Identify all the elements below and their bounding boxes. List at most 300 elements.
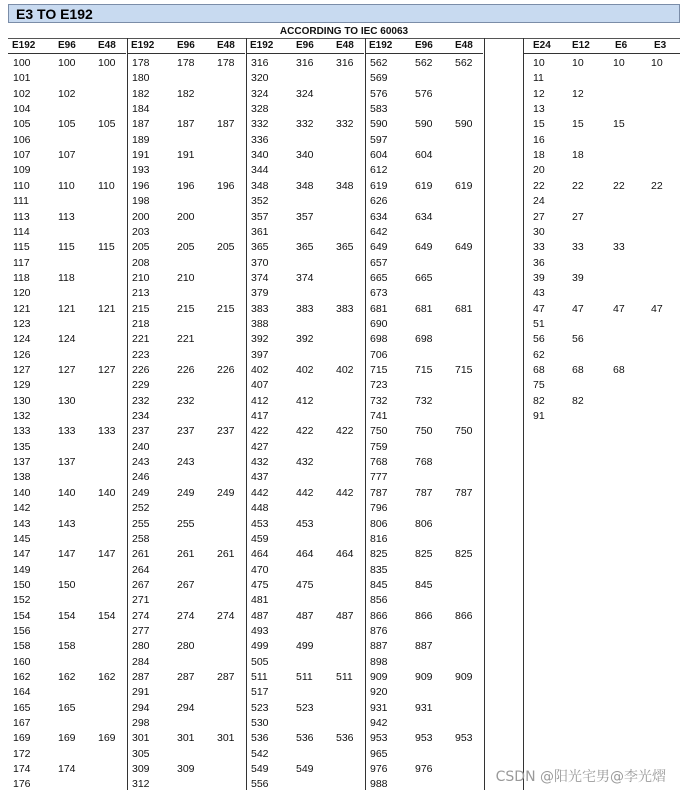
table-cell: 383 <box>296 302 314 315</box>
table-cell: 107 <box>13 149 31 162</box>
table-cell: 147 <box>13 548 31 561</box>
table-cell: 287 <box>177 671 195 683</box>
table-cell: 348 <box>336 179 354 192</box>
table-cell: 536 <box>336 732 354 745</box>
column-divider <box>365 38 366 790</box>
table-cell: 20 <box>533 164 545 177</box>
table-cell: 198 <box>132 195 150 208</box>
table-cell: 988 <box>370 778 388 791</box>
table-cell: 649 <box>370 241 388 254</box>
table-cell: 294 <box>132 701 150 714</box>
table-cell: 649 <box>415 241 433 254</box>
table-cell: 909 <box>455 671 473 683</box>
table-cell: 320 <box>251 72 269 85</box>
table-cell: 10 <box>651 57 663 69</box>
table-cell: 976 <box>370 763 388 776</box>
table-cell: 402 <box>296 364 314 376</box>
table-cell: 118 <box>13 271 30 284</box>
header-underline <box>8 53 126 54</box>
table-cell: 191 <box>132 149 150 162</box>
table-cell: 200 <box>177 210 195 223</box>
table-cell: 442 <box>296 486 314 499</box>
table-cell: 221 <box>177 333 195 346</box>
table-cell: 132 <box>13 410 31 423</box>
table-cell: 156 <box>13 624 31 637</box>
table-cell: 352 <box>251 195 269 208</box>
column-header: E96 <box>177 40 195 51</box>
table-cell: 909 <box>415 671 433 683</box>
table-cell: 402 <box>336 364 354 376</box>
table-cell: 165 <box>58 701 76 714</box>
table-cell: 232 <box>177 394 195 407</box>
table-cell: 267 <box>177 578 195 591</box>
table-cell: 517 <box>251 686 269 699</box>
table-cell: 167 <box>13 717 31 730</box>
table-cell: 33 <box>533 241 545 254</box>
table-cell: 407 <box>251 379 269 392</box>
table-cell: 562 <box>455 57 473 69</box>
table-cell: 249 <box>132 486 150 499</box>
table-cell: 777 <box>370 471 388 484</box>
column-header: E192 <box>131 40 155 51</box>
table-cell: 213 <box>132 287 150 300</box>
table-cell: 332 <box>251 118 269 131</box>
table-cell: 200 <box>132 210 150 223</box>
table-cell: 309 <box>177 763 195 776</box>
table-cell: 27 <box>572 210 584 223</box>
table-cell: 370 <box>251 256 269 269</box>
table-cell: 27 <box>533 210 545 223</box>
table-cell: 189 <box>132 133 150 146</box>
table-cell: 68 <box>533 364 545 376</box>
table-cell: 154 <box>13 609 31 622</box>
table-cell: 10 <box>613 57 625 69</box>
table-cell: 487 <box>251 609 269 622</box>
table-cell: 887 <box>415 640 433 653</box>
table-cell: 196 <box>132 179 150 192</box>
table-cell: 137 <box>58 456 76 469</box>
table-cell: 114 <box>13 225 30 238</box>
table-cell: 511 <box>336 671 353 683</box>
table-cell: 229 <box>132 379 150 392</box>
table-cell: 36 <box>533 256 545 269</box>
table-cell: 178 <box>177 57 195 69</box>
column-header: E12 <box>572 40 590 51</box>
table-cell: 511 <box>251 671 268 683</box>
table-cell: 226 <box>217 364 235 376</box>
table-cell: 105 <box>58 118 76 131</box>
table-cell: 249 <box>217 486 235 499</box>
table-cell: 619 <box>415 179 433 192</box>
table-cell: 284 <box>132 655 150 668</box>
table-cell: 22 <box>651 179 663 192</box>
table-cell: 205 <box>217 241 235 254</box>
table-cell: 274 <box>217 609 235 622</box>
table-cell: 164 <box>13 686 31 699</box>
table-cell: 301 <box>132 732 150 745</box>
table-cell: 255 <box>177 517 195 530</box>
table-cell: 787 <box>370 486 388 499</box>
table-cell: 536 <box>251 732 269 745</box>
table-cell: 249 <box>177 486 195 499</box>
table-cell: 301 <box>217 732 235 745</box>
table-cell: 953 <box>415 732 433 745</box>
table-cell: 120 <box>13 287 31 300</box>
table-cell: 215 <box>177 302 195 315</box>
table-cell: 118 <box>58 271 75 284</box>
table-cell: 255 <box>132 517 150 530</box>
table-cell: 24 <box>533 195 545 208</box>
table-cell: 12 <box>533 87 545 100</box>
table-cell: 690 <box>370 317 388 330</box>
table-cell: 140 <box>13 486 31 499</box>
table-cell: 383 <box>251 302 269 315</box>
table-cell: 336 <box>251 133 269 146</box>
column-header: E3 <box>654 40 667 51</box>
table-cell: 162 <box>13 671 31 683</box>
table-cell: 115 <box>13 241 30 254</box>
table-cell: 475 <box>296 578 314 591</box>
table-cell: 931 <box>415 701 433 714</box>
table-cell: 723 <box>370 379 388 392</box>
table-cell: 271 <box>132 594 150 607</box>
table-cell: 243 <box>177 456 195 469</box>
table-cell: 117 <box>13 256 30 269</box>
table-cell: 298 <box>132 717 150 730</box>
column-header: E192 <box>12 40 36 51</box>
table-cell: 100 <box>98 57 116 69</box>
table-cell: 109 <box>13 164 31 177</box>
table-cell: 261 <box>177 548 195 561</box>
table-cell: 102 <box>13 87 31 100</box>
table-cell: 68 <box>572 364 584 376</box>
table-cell: 301 <box>177 732 195 745</box>
table-cell: 642 <box>370 225 388 238</box>
table-cell: 210 <box>177 271 195 284</box>
table-cell: 16 <box>533 133 545 146</box>
table-cell: 825 <box>455 548 473 561</box>
table-cell: 845 <box>370 578 388 591</box>
table-cell: 140 <box>58 486 76 499</box>
table-cell: 357 <box>251 210 269 223</box>
table-cell: 39 <box>533 271 545 284</box>
table-cell: 160 <box>13 655 31 668</box>
table-cell: 856 <box>370 594 388 607</box>
table-cell: 634 <box>415 210 433 223</box>
table-cell: 10 <box>533 57 545 69</box>
table-cell: 649 <box>455 241 473 254</box>
table-cell: 221 <box>132 333 150 346</box>
table-cell: 130 <box>13 394 31 407</box>
table-cell: 196 <box>217 179 235 192</box>
table-cell: 110 <box>13 179 30 192</box>
table-cell: 576 <box>415 87 433 100</box>
table-cell: 549 <box>251 763 269 776</box>
table-cell: 392 <box>251 333 269 346</box>
table-cell: 56 <box>572 333 584 346</box>
table-cell: 741 <box>370 410 388 423</box>
table-cell: 121 <box>13 302 31 315</box>
table-cell: 267 <box>132 578 150 591</box>
column-divider <box>127 38 128 790</box>
table-cell: 787 <box>415 486 433 499</box>
table-cell: 768 <box>415 456 433 469</box>
table-cell: 115 <box>98 241 115 254</box>
column-header: E96 <box>415 40 433 51</box>
table-cell: 305 <box>132 747 150 760</box>
table-cell: 374 <box>296 271 314 284</box>
table-cell: 493 <box>251 624 269 637</box>
table-cell: 127 <box>98 364 116 376</box>
table-cell: 138 <box>13 471 31 484</box>
table-cell: 280 <box>132 640 150 653</box>
table-cell: 437 <box>251 471 269 484</box>
table-cell: 750 <box>415 425 433 438</box>
table-cell: 147 <box>98 548 116 561</box>
table-cell: 47 <box>613 302 625 315</box>
table-cell: 187 <box>177 118 195 131</box>
table-cell: 542 <box>251 747 269 760</box>
table-cell: 604 <box>415 149 433 162</box>
table-cell: 634 <box>370 210 388 223</box>
column-divider <box>523 38 524 790</box>
table-cell: 174 <box>13 763 31 776</box>
table-cell: 379 <box>251 287 269 300</box>
watermark: CSDN @阳光宅男@李光熠 <box>495 769 666 785</box>
table-cell: 909 <box>370 671 388 683</box>
table-cell: 152 <box>13 594 31 607</box>
table-cell: 154 <box>98 609 116 622</box>
table-cell: 464 <box>296 548 314 561</box>
table-cell: 205 <box>132 241 150 254</box>
table-cell: 499 <box>296 640 314 653</box>
table-cell: 47 <box>651 302 663 315</box>
table-cell: 816 <box>370 532 388 545</box>
table-cell: 759 <box>370 440 388 453</box>
table-cell: 196 <box>177 179 195 192</box>
table-cell: 133 <box>98 425 116 438</box>
table-cell: 422 <box>251 425 269 438</box>
column-header: E48 <box>336 40 354 51</box>
table-cell: 105 <box>13 118 31 131</box>
table-cell: 162 <box>98 671 116 683</box>
table-cell: 953 <box>370 732 388 745</box>
table-cell: 412 <box>251 394 269 407</box>
table-cell: 218 <box>132 317 150 330</box>
table-cell: 215 <box>217 302 235 315</box>
table-cell: 681 <box>370 302 388 315</box>
table-cell: 332 <box>296 118 314 131</box>
table-cell: 39 <box>572 271 584 284</box>
table-cell: 464 <box>336 548 354 561</box>
table-cell: 340 <box>296 149 314 162</box>
table-cell: 427 <box>251 440 269 453</box>
table-cell: 569 <box>370 72 388 85</box>
table-cell: 215 <box>132 302 150 315</box>
table-cell: 172 <box>13 747 31 760</box>
table-cell: 261 <box>132 548 150 561</box>
title-bar <box>8 4 680 23</box>
table-cell: 147 <box>58 548 76 561</box>
table-cell: 113 <box>13 210 30 223</box>
table-cell: 240 <box>132 440 150 453</box>
table-cell: 143 <box>58 517 76 530</box>
table-cell: 291 <box>132 686 150 699</box>
table-cell: 261 <box>217 548 235 561</box>
table-cell: 123 <box>13 317 31 330</box>
table-cell: 33 <box>572 241 584 254</box>
table-cell: 511 <box>296 671 313 683</box>
table-cell: 324 <box>296 87 314 100</box>
table-cell: 226 <box>132 364 150 376</box>
table-cell: 698 <box>415 333 433 346</box>
table-cell: 169 <box>58 732 76 745</box>
table-cell: 234 <box>132 410 150 423</box>
table-cell: 22 <box>572 179 584 192</box>
table-cell: 417 <box>251 410 269 423</box>
table-cell: 412 <box>296 394 314 407</box>
table-cell: 62 <box>533 348 545 361</box>
table-cell: 340 <box>251 149 269 162</box>
table-cell: 22 <box>613 179 625 192</box>
table-cell: 15 <box>572 118 584 131</box>
table-cell: 825 <box>370 548 388 561</box>
table-cell: 237 <box>217 425 235 438</box>
table-cell: 316 <box>296 57 314 69</box>
table-cell: 453 <box>251 517 269 530</box>
table-cell: 845 <box>415 578 433 591</box>
table-cell: 787 <box>455 486 473 499</box>
table-cell: 681 <box>415 302 433 315</box>
table-cell: 203 <box>132 225 150 238</box>
table-cell: 898 <box>370 655 388 668</box>
table-cell: 154 <box>58 609 76 622</box>
table-cell: 12 <box>572 87 584 100</box>
table-cell: 523 <box>251 701 269 714</box>
column-header: E6 <box>615 40 628 51</box>
column-header: E48 <box>98 40 116 51</box>
table-cell: 590 <box>415 118 433 131</box>
table-cell: 562 <box>415 57 433 69</box>
table-cell: 223 <box>132 348 150 361</box>
table-cell: 178 <box>217 57 235 69</box>
table-cell: 110 <box>58 179 75 192</box>
table-cell: 402 <box>251 364 269 376</box>
table-cell: 619 <box>455 179 473 192</box>
table-cell: 715 <box>415 364 433 376</box>
table-cell: 287 <box>217 671 235 683</box>
table-cell: 499 <box>251 640 269 653</box>
table-cell: 530 <box>251 717 269 730</box>
table-cell: 835 <box>370 563 388 576</box>
table-cell: 100 <box>58 57 76 69</box>
table-cell: 140 <box>98 486 116 499</box>
table-cell: 22 <box>533 179 545 192</box>
table-cell: 750 <box>370 425 388 438</box>
table-cell: 397 <box>251 348 269 361</box>
table-cell: 150 <box>58 578 76 591</box>
table-cell: 127 <box>58 364 76 376</box>
table-cell: 556 <box>251 778 269 791</box>
table-cell: 344 <box>251 164 269 177</box>
table-cell: 113 <box>58 210 75 223</box>
column-header: E192 <box>369 40 393 51</box>
table-cell: 142 <box>13 502 31 515</box>
table-cell: 180 <box>132 72 150 85</box>
table-cell: 374 <box>251 271 269 284</box>
table-cell: 604 <box>370 149 388 162</box>
table-cell: 135 <box>13 440 31 453</box>
table-cell: 13 <box>533 103 545 116</box>
table-cell: 121 <box>98 302 116 315</box>
table-cell: 309 <box>132 763 150 776</box>
column-divider <box>484 38 485 790</box>
table-cell: 348 <box>251 179 269 192</box>
table-cell: 562 <box>370 57 388 69</box>
table-cell: 392 <box>296 333 314 346</box>
table-cell: 505 <box>251 655 269 668</box>
table-cell: 165 <box>13 701 31 714</box>
table-cell: 732 <box>415 394 433 407</box>
table-cell: 111 <box>13 195 29 208</box>
table-cell: 357 <box>296 210 314 223</box>
table-cell: 43 <box>533 287 545 300</box>
table-cell: 328 <box>251 103 269 116</box>
table-cell: 15 <box>533 118 545 131</box>
table-cell: 205 <box>177 241 195 254</box>
page-title: E3 TO E192 <box>16 6 93 22</box>
table-cell: 252 <box>132 502 150 515</box>
table-cell: 237 <box>177 425 195 438</box>
table-cell: 258 <box>132 532 150 545</box>
table-cell: 673 <box>370 287 388 300</box>
table-cell: 47 <box>572 302 584 315</box>
table-cell: 158 <box>58 640 76 653</box>
table-cell: 18 <box>572 149 584 162</box>
table-cell: 657 <box>370 256 388 269</box>
table-cell: 942 <box>370 717 388 730</box>
table-cell: 768 <box>370 456 388 469</box>
header-underline <box>246 53 364 54</box>
table-cell: 130 <box>58 394 76 407</box>
table-cell: 448 <box>251 502 269 515</box>
table-cell: 806 <box>370 517 388 530</box>
table-subtitle: ACCORDING TO IEC 60063 <box>279 26 409 37</box>
table-cell: 237 <box>132 425 150 438</box>
table-cell: 715 <box>370 364 388 376</box>
table-cell: 106 <box>13 133 31 146</box>
table-cell: 182 <box>132 87 150 100</box>
table-cell: 626 <box>370 195 388 208</box>
table-cell: 481 <box>251 594 269 607</box>
table-cell: 15 <box>613 118 625 131</box>
table-cell: 162 <box>58 671 76 683</box>
table-cell: 976 <box>415 763 433 776</box>
table-cell: 104 <box>13 103 31 116</box>
table-cell: 796 <box>370 502 388 515</box>
table-cell: 487 <box>296 609 314 622</box>
table-cell: 475 <box>251 578 269 591</box>
table-cell: 459 <box>251 532 269 545</box>
table-cell: 208 <box>132 256 150 269</box>
table-cell: 30 <box>533 225 545 238</box>
header-underline <box>523 53 680 54</box>
table-cell: 226 <box>177 364 195 376</box>
table-cell: 825 <box>415 548 433 561</box>
table-cell: 706 <box>370 348 388 361</box>
table-cell: 280 <box>177 640 195 653</box>
table-cell: 178 <box>132 57 150 69</box>
